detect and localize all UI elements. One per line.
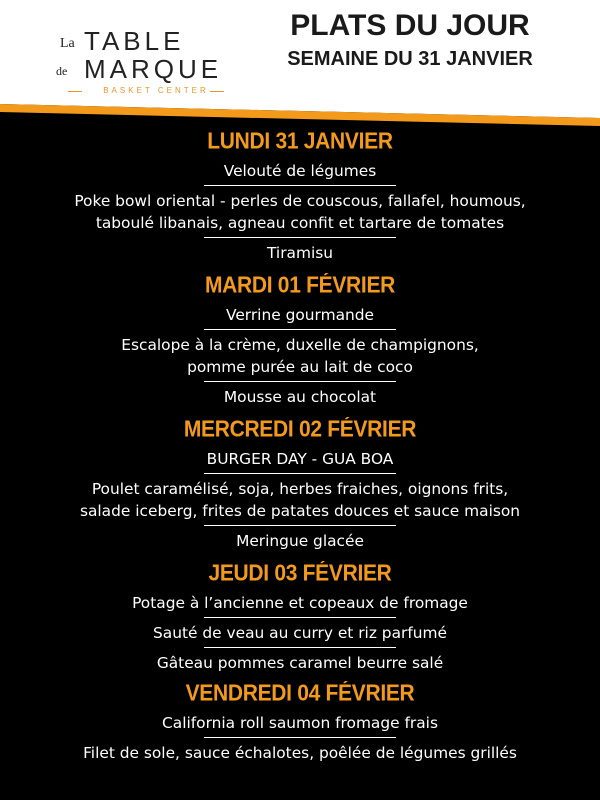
dish-separator <box>204 185 396 186</box>
dish-line: Mousse au chocolat <box>223 388 377 406</box>
dish-separator <box>204 237 396 238</box>
logo-divider-right <box>210 91 224 92</box>
day-title: JEUDI 03 FÉVRIER <box>208 561 392 586</box>
dish-separator <box>204 647 396 648</box>
dish-line: Meringue glacée <box>236 532 364 550</box>
logo-subtitle: BASKET CENTER <box>103 86 209 95</box>
dish-line: Poulet caramélisé, soja, herbes fraiches, oignons frits, <box>91 480 509 498</box>
day-section <box>0 680 600 764</box>
dish-line: BURGER DAY - GUA BOA <box>206 450 394 468</box>
dish-separator <box>204 381 396 382</box>
day-title: VENDREDI 04 FÉVRIER <box>185 681 415 706</box>
dish-line: Filet de sole, sauce échalotes, poêlée de légumes grillés <box>83 744 517 762</box>
dish-separator <box>204 525 396 526</box>
dish-line: Poke bowl oriental - perles de couscous, fallafel, houmous, <box>74 192 526 210</box>
logo-word-table: TABLE <box>84 26 185 56</box>
dish-line: Gâteau pommes caramel beurre salé <box>156 654 444 672</box>
page-title: PLATS DU JOUR <box>290 9 530 42</box>
dish-line: salade iceberg, frites de patates douces et sauce maison <box>79 502 521 520</box>
day-section <box>0 128 600 264</box>
dish-separator <box>204 617 396 618</box>
daily-menu <box>0 124 600 764</box>
logo-word-marque: MARQUE <box>84 54 223 84</box>
dish-line: Velouté de légumes <box>223 162 377 180</box>
dish-separator <box>204 473 396 474</box>
header <box>0 0 600 130</box>
day-section <box>0 560 600 674</box>
day-title: MARDI 01 FÉVRIER <box>204 273 396 298</box>
page-subtitle: SEMAINE DU 31 JANVIER <box>287 48 533 70</box>
dish-line: California roll saumon fromage frais <box>162 714 438 732</box>
day-title: LUNDI 31 JANVIER <box>207 129 393 154</box>
day-section <box>0 272 600 408</box>
logo-word-de: de <box>56 64 68 78</box>
dish-line: taboulé libanais, agneau confit et tartare de tomates <box>95 214 505 232</box>
brand-logo <box>40 0 230 100</box>
basketball-icon <box>88 0 178 20</box>
logo-word-la: La <box>60 36 75 51</box>
dish-separator <box>204 737 396 738</box>
dish-separator <box>204 329 396 330</box>
logo-divider-left <box>68 91 82 92</box>
dish-line: Sauté de veau au curry et riz parfumé <box>153 624 447 642</box>
dish-line: Tiramisu <box>266 244 333 262</box>
dish-line: pomme purée au lait de coco <box>187 358 413 376</box>
day-title: MERCREDI 02 FÉVRIER <box>183 417 417 442</box>
day-section <box>0 416 600 552</box>
dish-line: Escalope à la crème, duxelle de champignons, <box>121 336 479 354</box>
dish-line: Potage à l’ancienne et copeaux de fromage <box>132 594 468 612</box>
dish-line: Verrine gourmande <box>226 306 374 324</box>
